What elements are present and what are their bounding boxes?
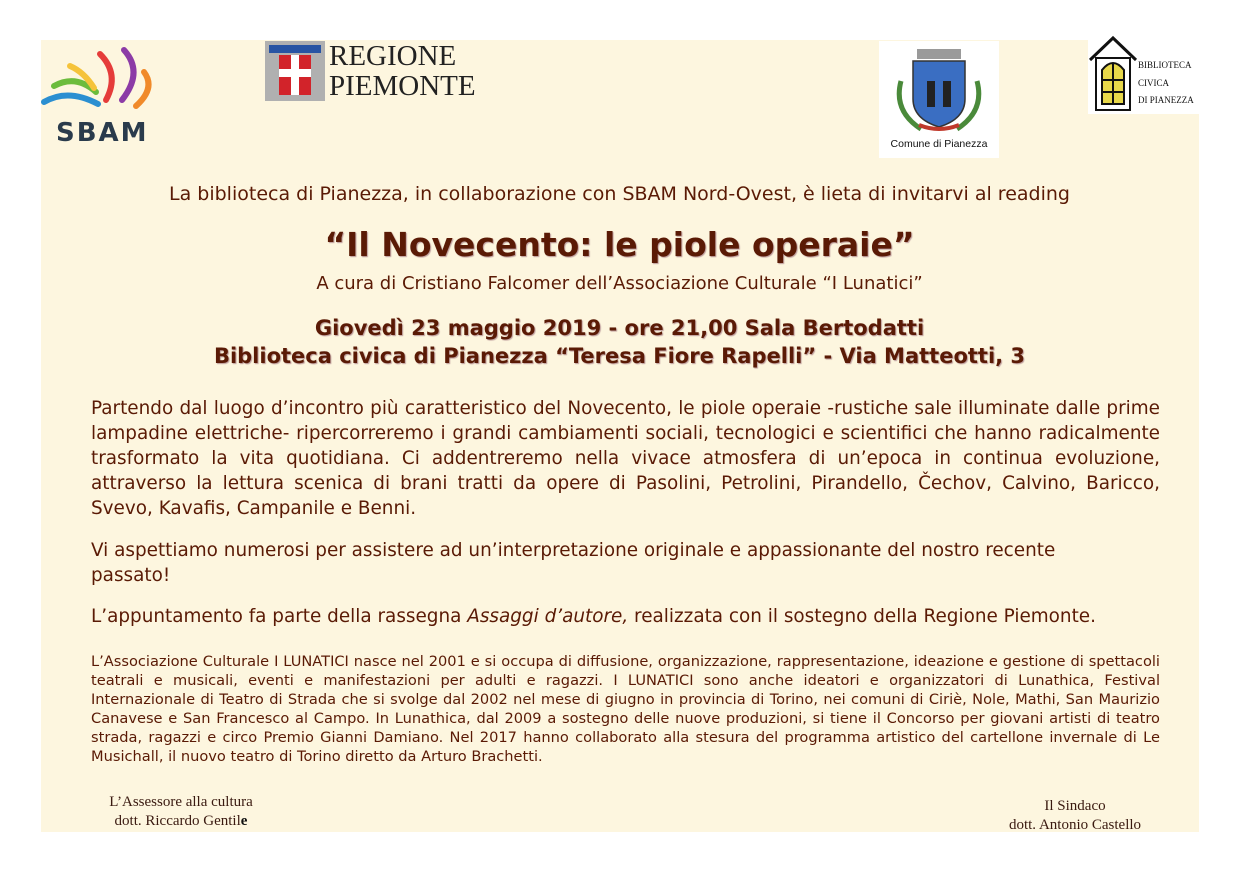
regione-line2: PIEMONTE	[329, 70, 476, 102]
event-location: Biblioteca civica di Pianezza “Teresa Fiore Rapelli” - Via Matteotti, 3	[213, 344, 1026, 368]
assessore-name	[86, 812, 276, 831]
series-paragraph	[91, 604, 1171, 629]
assessore-role: L’Assessore alla cultura	[109, 794, 253, 810]
sbam-arcs-icon	[40, 44, 160, 116]
intro-line: La biblioteca di Pianezza, in collaborazione con SBAM Nord-Ovest, è lieta di invitarvi al reading	[169, 183, 1070, 205]
signature-sindaco	[960, 797, 1190, 835]
assessore-name-main: dott. Riccardo Gentil	[114, 813, 241, 829]
sindaco-name: dott. Antonio Castello	[1008, 817, 1142, 833]
invitation-paragraph: Vi aspettiamo numerosi per assistere ad un’interpretazione originale e appassionante del nostro recente passato!	[91, 540, 1056, 586]
series-name: Assaggi d’autore,	[467, 606, 629, 627]
sbam-logo-text: SBAM	[56, 118, 149, 148]
event-subtitle: A cura di Cristiano Falcomer dell’Associazione Culturale “I Lunatici”	[316, 273, 923, 294]
regione-line1: REGIONE	[329, 40, 457, 72]
event-title: “Il Novecento: le piole operaie”	[324, 225, 915, 264]
sindaco-role: Il Sindaco	[1044, 798, 1106, 814]
signature-assessore	[86, 793, 276, 831]
series-text-after: realizzata con il sostegno della Regione Piemonte.	[628, 606, 1096, 627]
comune-crest-icon	[879, 41, 999, 136]
comune-caption: Comune di Pianezza	[890, 138, 988, 150]
description-paragraph: Partendo dal luogo d’incontro più caratteristico del Novecento, le piole operaie -rustiche sale illuminate dalle prime lampadine elettriche- ripercorreremo i grandi cambiamenti sociali, tecnologici e scientifici che hanno radicalmente trasformato la vita quotidiana. Ci addentreremo nella vivace atmosfera di un’epoca in continua evoluzione, attraverso la lettura scenica di brani tratti da opere di Pasolini, Petrolini, Pirandello, Čechov, Calvino, Baricco, Svevo, Kavafis, Campanile e Benni.	[91, 398, 1160, 519]
biblioteca-line1: BIBLIOTECA	[1138, 60, 1192, 70]
biblioteca-civica-logo	[1088, 34, 1200, 114]
regione-flag-icon	[265, 41, 325, 101]
sbam-logo	[40, 44, 160, 148]
library-house-icon	[1088, 34, 1138, 114]
comune-pianezza-logo	[879, 41, 999, 158]
biblioteca-line2: CIVICA	[1138, 78, 1169, 88]
series-text-before: L’appuntamento fa parte della rassegna	[91, 606, 468, 627]
regione-piemonte-logo	[265, 40, 476, 102]
event-date-time: Giovedì 23 maggio 2019 - ore 21,00 Sala Bertodatti	[314, 316, 925, 340]
biblioteca-line3: DI PIANEZZA	[1138, 95, 1194, 105]
assessore-name-last: e	[240, 813, 248, 829]
association-paragraph: L’Associazione Culturale I LUNATICI nasce nel 2001 e si occupa di diffusione, organizzazione, rappresentazione, ideazione e gestione di spettacoli teatrali e musicali, eventi e manifestazioni per adulti e ragazzi. I LUNATICI sono anche ideatori e organizzatori di Lunathica, Festival Internazionale di Teatro di Strada che si svolge dal 2002 nel mese di giugno in provincia di Torino, nei comuni di Ciriè, Nole, Mathi, San Maurizio Canavese e San Francesco al Campo. In Lunathica, dal 2009 a sostegno delle nuove produzioni, si tiene il Concorso per giovani artisti di teatro strada, ragazzi e circo Premio Gianni Damiano. Nel 2017 hanno collaborato alla stesura del programma artistico del cartellone invernale di Le Musichall, il nuovo teatro di Torino diretto da Arturo Brachetti.	[91, 653, 1160, 765]
